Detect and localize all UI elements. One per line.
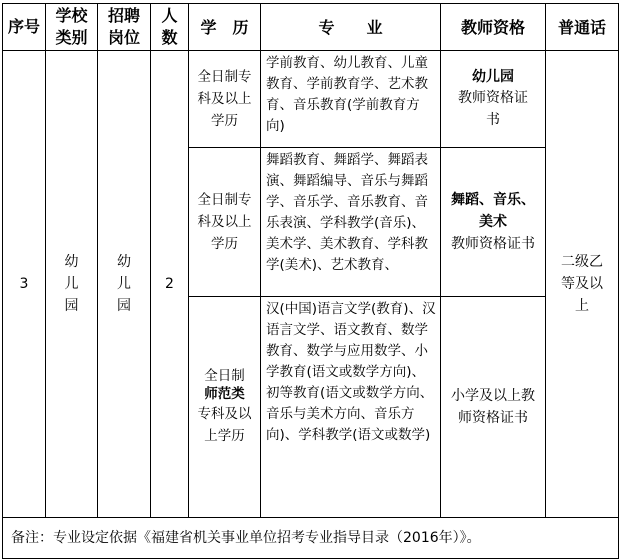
edu-level: 专科及以上学历 bbox=[197, 406, 252, 444]
cell-major: 汉(中国)语言文学(教育)、汉语言文学、语文教育、数学教育、数学与应用数学、小学教育(语文或数学方向)、初等教育(语文或数学方向、音乐与美术方向、音乐方向)、学科教学(语文或数学) bbox=[261, 297, 441, 518]
cell-count: 2 bbox=[151, 51, 189, 518]
cert-type: 舞蹈、音乐、美术 bbox=[451, 192, 535, 230]
table-row bbox=[3, 51, 619, 148]
header-school-type: 学校类别 bbox=[46, 4, 98, 51]
cert-text: 教师资格证书 bbox=[451, 236, 535, 252]
cell-education: 全日制专科及以上学历 bbox=[189, 148, 261, 297]
cell-teacher-cert: 小学及以上教师资格证书 bbox=[441, 297, 546, 518]
header-major: 专 业 bbox=[261, 4, 441, 51]
cell-seq: 3 bbox=[3, 51, 46, 518]
header-education: 学 历 bbox=[189, 4, 261, 51]
cert-text: 教师资格证书 bbox=[458, 89, 528, 128]
header-seq: 序号 bbox=[3, 4, 46, 51]
header-teacher-cert: 教师资格 bbox=[441, 4, 546, 51]
cell-education bbox=[189, 297, 261, 518]
cell-mandarin: 二级乙等及以上 bbox=[546, 51, 619, 518]
header-mandarin: 普通话 bbox=[546, 4, 619, 51]
note-text: 备注：专业设定依据《福建省机关事业单位招考专业指导目录（2016年）》。 bbox=[3, 518, 619, 559]
edu-normal-type: 师范类 bbox=[204, 386, 245, 402]
header-position: 招聘岗位 bbox=[98, 4, 151, 51]
header-row bbox=[3, 4, 619, 51]
recruitment-table bbox=[2, 3, 619, 559]
cell-major: 学前教育、幼儿教育、儿童教育、学前教育学、艺术教育、音乐教育(学前教育方向) bbox=[261, 51, 441, 148]
note-row bbox=[3, 518, 619, 559]
cell-teacher-cert bbox=[441, 148, 546, 297]
edu-fulltime: 全日制 bbox=[204, 368, 245, 384]
header-count: 人数 bbox=[151, 4, 189, 51]
cell-position: 幼儿园 bbox=[98, 51, 151, 518]
cell-education: 全日制专科及以上学历 bbox=[189, 51, 261, 148]
cell-school-type: 幼儿园 bbox=[46, 51, 98, 518]
cert-type: 幼儿园 bbox=[472, 68, 514, 85]
cell-major: 舞蹈教育、舞蹈学、舞蹈表演、舞蹈编导、音乐与舞蹈学、音乐学、音乐教育、音乐表演、学科教学(音乐)、美术学、美术教育、学科教学(美术)、艺术教育、 bbox=[261, 148, 441, 297]
cell-teacher-cert bbox=[441, 51, 546, 148]
